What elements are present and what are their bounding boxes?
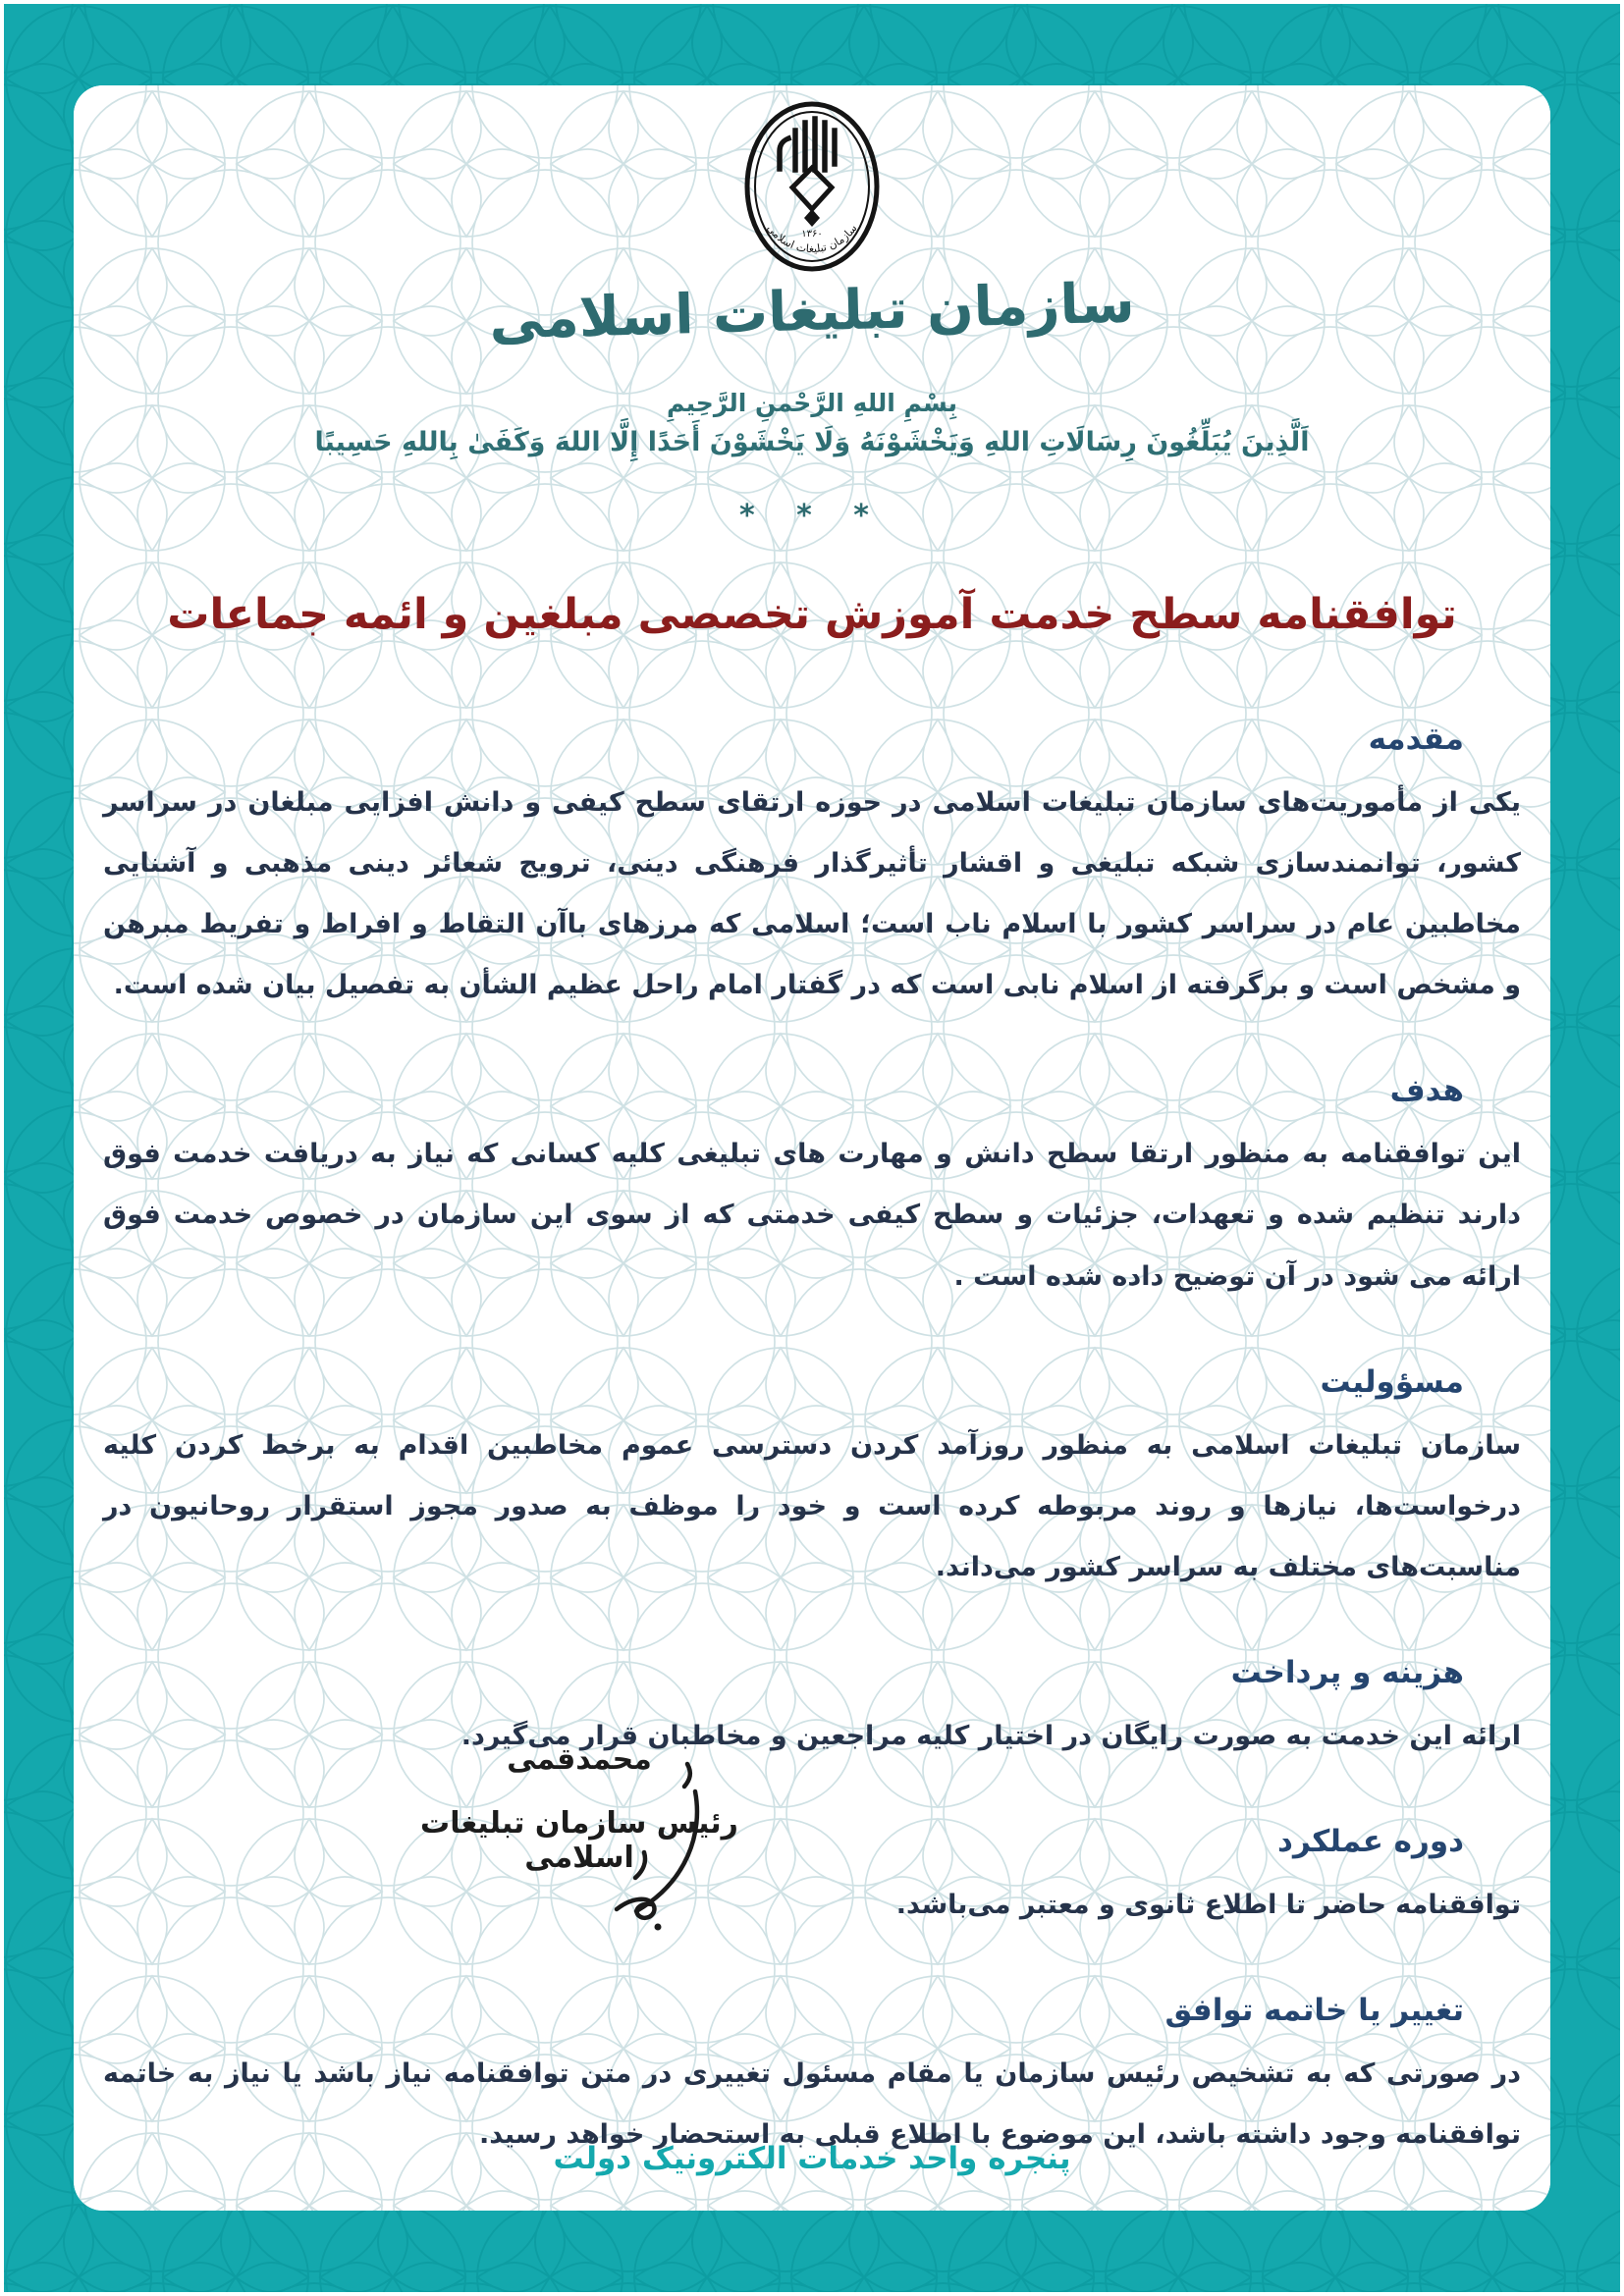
section-body: یکی از مأموریت‌های سازمان تبلیغات اسلامی در حوزه ارتقای سطح کیفی و دانش افزایی مبلغان در سراسر کشور، توانمندسازی شبکه تبلیغی و اقشار تأثیرگذار فرهنگی دینی، ترویج شعائر دینی مذهبی و آشنایی مخاطبین عام در سراسر کشور با اسلام ناب است؛ اسلامی که مرزهای باآن التقاط و افراط و تفریط مبرهن و مشخص است و برگرفته از اسلام نابی است که در گفتار امام راحل عظیم الشأن به تفصیل بیان شده است. (103, 787, 1521, 1001)
page-title: توافقنامه سطح خدمت آموزش تخصصی مبلغین و ائمه جماعات (167, 590, 1457, 639)
section-responsibility (103, 1364, 1521, 1598)
section-change-termination (103, 1993, 1521, 2165)
section-heading: دوره عملکرد (1277, 1824, 1464, 1860)
section-body: در صورتی که به تشخیص رئیس سازمان یا مقام مسئول تغییری در متن توافقنامه نیاز باشد یا نیاز به خاتمه توافقنامه وجود داشته باشد، این موضوع با اطلاع قبلی به استحضار خواهد رسید. (103, 2058, 1521, 2151)
section-performance-period (103, 1824, 1521, 1936)
separator-stars: * * * (739, 499, 885, 533)
signature-scribble-icon (589, 1754, 746, 1941)
section-goal (103, 1073, 1521, 1307)
calligraphy-org-name: سازمان تبلیغات اسلامی (488, 271, 1136, 352)
quran-verse: اَلَّذِينَ يُبَلِّغُونَ رِسَالَاتِ اللهِ وَيَخْشَوْنَهُ وَلَا يَخْشَوْنَ أَحَدًا إِلَّا اللهَ وَكَفَىٰ بِاللهِ حَسِيبًا (314, 427, 1310, 457)
signatory-role: رئیس سازمان تبلیغات اسلامی (420, 1806, 738, 1875)
document-content (74, 85, 1550, 2211)
bismillah-line: بِسْمِ اللهِ الرَّحْمنِ الرَّحِيمِ (667, 389, 957, 417)
section-heading: هزینه و پرداخت (1230, 1654, 1464, 1690)
footer-text: پنجره واحد خدمات الکترونیک دولت (553, 2141, 1071, 2176)
section-heading: مقدمه (1368, 721, 1464, 757)
logo-org-name: سازمان تبلیغات اسلامی (764, 222, 860, 256)
section-heading: مسؤولیت (1320, 1363, 1464, 1400)
section-body: ارائه این خدمت به صورت رایگان در اختیار کلیه مراجعین و مخاطبان قرار می‌گیرد. (460, 1720, 1521, 1751)
section-heading: تغییر یا خاتمه توافق (1164, 1993, 1464, 2029)
section-body: توافقنامه حاضر تا اطلاع ثانوی و معتبر می‌باشد. (895, 1890, 1521, 1921)
paper-sheet (74, 85, 1550, 2211)
section-body: سازمان تبلیغات اسلامی به منظور روزآمد کردن دسترسی عموم مخاطبین اقدام به برخط کردن کلیه درخواست‌ها، نیازها و روند مربوطه کرده است و خود را موظف به صدور مجوز استقرار روحانیون در مناسبت‌های مختلف به سراسر کشور می‌داند. (103, 1429, 1521, 1582)
section-heading: هدف (1389, 1073, 1464, 1109)
signatory-name: محمدقمی (507, 1742, 652, 1777)
logo-wrap (103, 99, 1521, 274)
logo-year: ۱۳۶۰ (801, 229, 823, 240)
organization-emblem-icon (738, 99, 886, 274)
section-cost-payment (103, 1655, 1521, 1767)
section-introduction (103, 721, 1521, 1016)
section-body: این توافقنامه به منظور ارتقا سطح دانش و مهارت های تبلیغی کلیه کسانی که نیاز به دریافت خدمت فوق دارند تنظیم شده و تعهدات، جزئیات و سطح کیفی خدمتی که از سوی این سازمان در خصوص خدمت فوق ارائه می شود در آن توضیح داده شده است . (103, 1139, 1521, 1292)
